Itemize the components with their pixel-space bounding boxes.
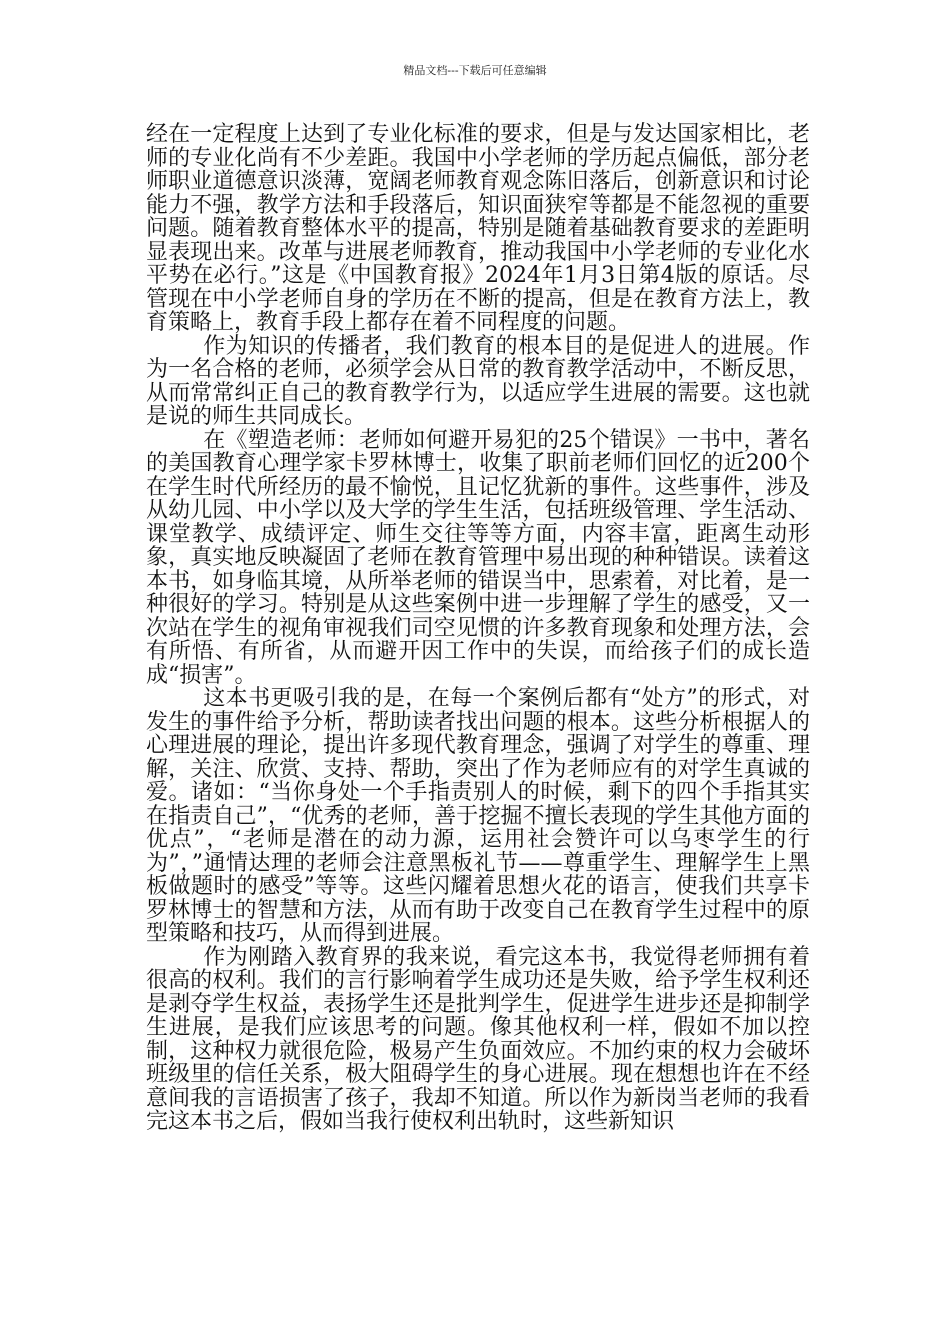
page-header: 精品文档---下载后可任意编辑 [403,64,547,77]
paragraph-5: 作为刚踏入教育界的我来说，看完这本书，我觉得老师拥有着很高的权利。我们的言行影响着学生成功还是失败，给予学生权利还是剥夺学生权益，表扬学生还是批判学生，促进学生进步还是抑制学生进展，是我们应该思考的问题。像其他权利一样，假如不加以控制，这种权力就很危险，极易产生负面效应。不加约束的权力会破坏班级里的信任关系，极大阻碍学生的身心进展。现在想想也许在不经意间我的言语损害了孩子，我却不知道。所以作为新岗当老师的我看完这本书之后，假如当我行使权利出轨时，这些新知识 [146,944,810,1134]
body-text [146,123,810,1134]
paragraph-4: 这本书更吸引我的是，在每一个案例后都有“处方”的形式，对发生的事件给予分析，帮助读者找出问题的根本。这些分析根据人的心理进展的理论，提出许多现代教育理念，强调了对学生的尊重、理解，关注、欣赏、支持、帮助，突出了作为老师应有的对学生真诚的爱。诸如：“当你身处一个手指责别人的时候，剩下的四个手指其实在指责自己”，“优秀的老师，善于挖掘不擅长表现的学生其他方面的优点”，“老师是潜在的动力源，运用社会赞许可以乌枣学生的行为”，”通情达理的老师会注意黑板礼节——尊重学生、理解学生上黑板做题时的感受”等等。这些闪耀着思想火花的语言，使我们共享卡罗林博士的智慧和方法，从而有助于改变自己在教育学生过程中的原型策略和技巧，从而得到进展。 [146,686,810,946]
paragraph-1: 经在一定程度上达到了专业化标准的要求，但是与发达国家相比，老师的专业化尚有不少差距。我国中小学老师的学历起点偏低，部分老师职业道德意识淡薄，宽阔老师教育观念陈旧落后，创新意识和讨论能力不强，教学方法和手段落后，知识面狭窄等都是不能忽视的重要问题。随着教育整体水平的提高，特别是随着基础教育要求的差距明显表现出来。改革与进展老师教育，推动我国中小学老师的专业化水平势在必行。”这是《中国教育报》2024年1月3日第4版的原话。尽管现在中小学老师自身的学历在不断的提高，但是在教育方法上，教育策略上，教育手段上都存在着不同程度的问题。 [146,122,810,335]
paragraph-3: 在《塑造老师：老师如何避开易犯的25个错误》一书中，著名的美国教育心理学家卡罗林博士，收集了职前老师们回忆的近200个在学生时代所经历的最不愉悦，且记忆犹新的事件。这些事件，涉及从幼儿园、中小学以及大学的学生生活，包括班级管理、学生活动、课堂教学、成绩评定、师生交往等等方面，内容丰富，距离生动形象，真实地反映凝固了老师在教育管理中易出现的种种错误。读着这本书，如身临其境，从所举老师的错误当中，思索着，对比着，是一种很好的学习。特别是从这些案例中进一步理解了学生的感受，又一次站在学生的视角审视我们司空见惯的许多教育现象和处理方法，会有所悟、有所省，从而避开因工作中的失误，而给孩子们的成长造成“损害”。 [146,427,810,688]
paragraph-2: 作为知识的传播者，我们教育的根本目的是促进人的进展。作为一名合格的老师，必须学会从日常的教育教学活动中，不断反思，从而常常纠正自己的教育教学行为，以适应学生进展的需要。这也就是说的师生共同成长。 [146,333,810,429]
